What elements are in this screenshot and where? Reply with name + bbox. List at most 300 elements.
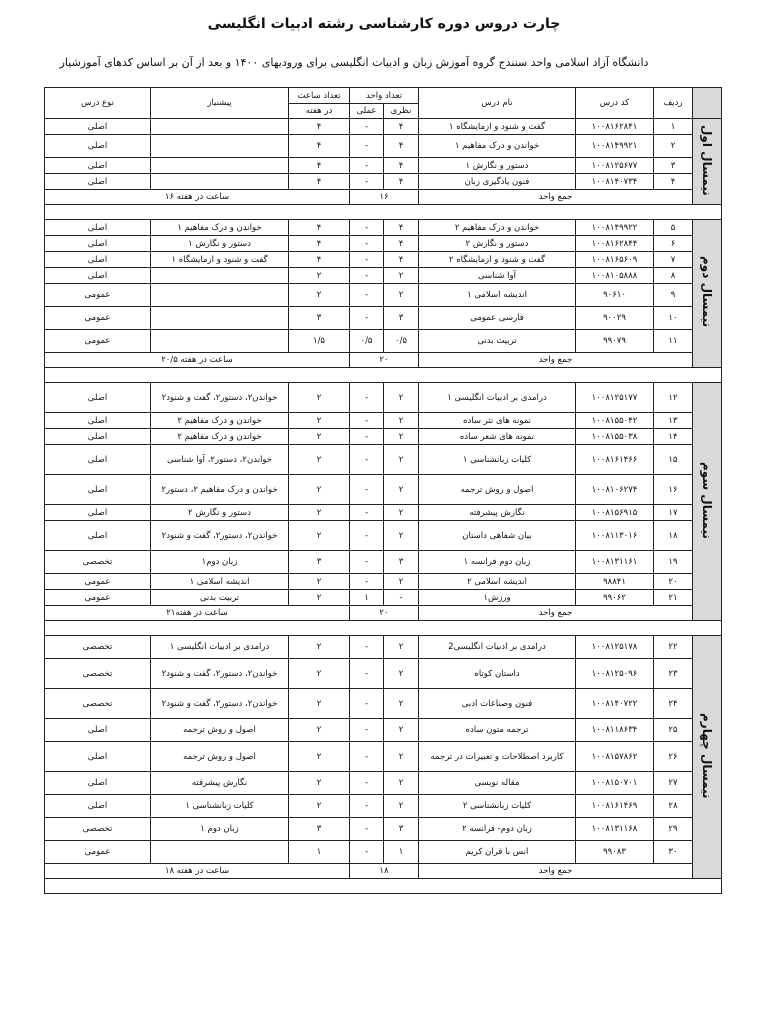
course-type: تخصصی (45, 818, 151, 841)
total-units: ۱۶ (350, 190, 419, 205)
course-name: انس با قران کریم (419, 841, 576, 864)
course-type: عمومی (45, 284, 151, 307)
practical-units: - (350, 841, 384, 864)
course-type: اصلی (45, 795, 151, 818)
semester-header-blank (693, 88, 722, 119)
course-type: اصلی (45, 521, 151, 551)
col-per-week: در هفته (289, 104, 350, 119)
practical-units: - (350, 135, 384, 158)
practical-units: - (350, 795, 384, 818)
course-type: اصلی (45, 413, 151, 429)
row-number: ۷ (654, 252, 693, 268)
row-number: ۲۱ (654, 590, 693, 606)
semester-label (693, 220, 722, 368)
page-subtitle: دانشگاه آزاد اسلامی واحد سنندج گروه آموزش زبان و ادبیات انگلیسی برای ورودیهای ۱۴۰۰ و بعد از آن بر اساس کدهای آموزشیار (59, 56, 649, 69)
course-type: تخصصی (45, 636, 151, 659)
semester-label (693, 383, 722, 621)
practical-units: - (350, 158, 384, 174)
course-code: ۱۰۰۸۱۲۵۶۷۷ (576, 158, 654, 174)
course-type: اصلی (45, 158, 151, 174)
spacer-cell (45, 879, 722, 894)
total-units: ۲۰ (350, 606, 419, 621)
col-code: کد درس (576, 88, 654, 119)
prerequisite (151, 268, 289, 284)
course-name: تربیت بدنی (419, 330, 576, 353)
semester-total-row (45, 864, 722, 879)
total-hours: ساعت در هفته ۱۸ (45, 864, 350, 879)
course-rows (45, 119, 722, 894)
practical-units: - (350, 445, 384, 475)
practical-units: - (350, 521, 384, 551)
course-code: ۱۰۰۸۱۲۵۱۷۸ (576, 636, 654, 659)
weekly-hours: ۲ (289, 429, 350, 445)
course-code: ۹۹۰۸۳ (576, 841, 654, 864)
row-number: ۱۷ (654, 505, 693, 521)
total-units: ۱۸ (350, 864, 419, 879)
course-row (45, 551, 722, 574)
course-name: گفت و شنود و ازمایشگاه ۲ (419, 252, 576, 268)
semester-total-row (45, 606, 722, 621)
theory-units: ۲ (384, 772, 419, 795)
spacer-cell (45, 368, 722, 383)
course-type: اصلی (45, 505, 151, 521)
weekly-hours: ۳ (289, 307, 350, 330)
row-number: ۹ (654, 284, 693, 307)
theory-units: ۲ (384, 284, 419, 307)
theory-units: ۲ (384, 413, 419, 429)
row-number: ۲۹ (654, 818, 693, 841)
semester-label-text: نیمسال چهارم (700, 712, 714, 799)
course-code: ۱۰۰۸۱۵۵۰۴۲ (576, 413, 654, 429)
spacer-cell (45, 621, 722, 636)
course-name: مقاله نویسی (419, 772, 576, 795)
row-number: ۱۱ (654, 330, 693, 353)
weekly-hours: ۲ (289, 795, 350, 818)
col-type: نوع درس (45, 88, 151, 119)
theory-units: ۴ (384, 252, 419, 268)
prerequisite: خواندن۲، دستور۲، گفت و شنود۲ (151, 521, 289, 551)
practical-units: ۱ (350, 590, 384, 606)
practical-units: - (350, 551, 384, 574)
prerequisite: گفت و شنود و ازمایشگاه ۱ (151, 252, 289, 268)
row-number: ۳ (654, 158, 693, 174)
col-hours: تعداد ساعت (289, 88, 350, 104)
row-number: ۸ (654, 268, 693, 284)
col-theory: نظری (384, 104, 419, 119)
practical-units: - (350, 636, 384, 659)
practical-units: - (350, 220, 384, 236)
theory-units: ۴ (384, 236, 419, 252)
row-number: ۵ (654, 220, 693, 236)
row-number: ۲۲ (654, 636, 693, 659)
col-row: ردیف (654, 88, 693, 119)
row-number: ۱۸ (654, 521, 693, 551)
course-type: اصلی (45, 429, 151, 445)
course-row (45, 521, 722, 551)
theory-units: ۲ (384, 268, 419, 284)
theory-units: ۴ (384, 158, 419, 174)
theory-units: ۴ (384, 174, 419, 190)
course-row (45, 119, 722, 135)
course-row (45, 413, 722, 429)
course-name: کلیات زبانشناسی ۲ (419, 795, 576, 818)
course-row (45, 590, 722, 606)
row-number: ۳۰ (654, 841, 693, 864)
course-type: تخصصی (45, 659, 151, 689)
course-row (45, 268, 722, 284)
theory-units: ۲ (384, 659, 419, 689)
theory-units: ۰/۵ (384, 330, 419, 353)
practical-units: - (350, 719, 384, 742)
practical-units: - (350, 236, 384, 252)
practical-units: - (350, 772, 384, 795)
row-number: ۲ (654, 135, 693, 158)
course-name: خواندن و درک مفاهیم ۲ (419, 220, 576, 236)
theory-units: ۲ (384, 429, 419, 445)
row-number: ۱۵ (654, 445, 693, 475)
row-number: ۴ (654, 174, 693, 190)
course-code: ۱۰۰۸۱۶۵۶۰۹ (576, 252, 654, 268)
prerequisite: زبان دوم۱ (151, 551, 289, 574)
row-number: ۶ (654, 236, 693, 252)
prerequisite: اصول و روش ترجمه (151, 742, 289, 772)
row-number: ۱۰ (654, 307, 693, 330)
course-code: ۱۰۰۸۱۶۲۸۴۱ (576, 119, 654, 135)
practical-units: - (350, 429, 384, 445)
course-row (45, 307, 722, 330)
row-number: ۲۴ (654, 689, 693, 719)
course-type: تخصصی (45, 551, 151, 574)
prerequisite: خواندن۲، دستور۲، گفت و شنود۲ (151, 383, 289, 413)
course-code: ۱۰۰۸۱۳۱۱۶۱ (576, 551, 654, 574)
row-number: ۱ (654, 119, 693, 135)
weekly-hours: ۲ (289, 268, 350, 284)
theory-units: ۴ (384, 135, 419, 158)
col-units: تعداد واحد (350, 88, 419, 104)
practical-units: - (350, 307, 384, 330)
theory-units: ۲ (384, 445, 419, 475)
course-type: عمومی (45, 590, 151, 606)
weekly-hours: ۴ (289, 236, 350, 252)
course-name: اندیشه اسلامی ۱ (419, 284, 576, 307)
course-name: زبان دوم- فرانسه ۲ (419, 818, 576, 841)
prerequisite (151, 158, 289, 174)
practical-units: - (350, 689, 384, 719)
course-type: اصلی (45, 383, 151, 413)
course-code: ۱۰۰۸۱۵۶۹۱۵ (576, 505, 654, 521)
weekly-hours: ۴ (289, 158, 350, 174)
course-name: فنون وصناعات ادبی (419, 689, 576, 719)
page-title: چارت دروس دوره کارشناسی رشته ادبیات انگلیسی (207, 16, 561, 32)
prerequisite: تربیت بدنی (151, 590, 289, 606)
semester-label (693, 119, 722, 205)
practical-units: - (350, 268, 384, 284)
prerequisite: خواندن۲، دستور۲، آوا شناسی (151, 445, 289, 475)
practical-units: ۰/۵ (350, 330, 384, 353)
prerequisite (151, 284, 289, 307)
theory-units: ۳ (384, 551, 419, 574)
course-row (45, 252, 722, 268)
theory-units: ۲ (384, 505, 419, 521)
course-name: ورزش۱ (419, 590, 576, 606)
weekly-hours: ۲ (289, 574, 350, 590)
course-type: عمومی (45, 841, 151, 864)
course-name: نگارش پیشرفته (419, 505, 576, 521)
theory-units: ۳ (384, 307, 419, 330)
course-name: کاربرد اصطلاحات و تعبیرات در ترجمه (419, 742, 576, 772)
weekly-hours: ۴ (289, 135, 350, 158)
row-number: ۲۵ (654, 719, 693, 742)
total-units: ۲۰ (350, 353, 419, 368)
course-type: اصلی (45, 135, 151, 158)
row-number: ۲۰ (654, 574, 693, 590)
course-name: دستور و نگارش ۲ (419, 236, 576, 252)
practical-units: - (350, 119, 384, 135)
weekly-hours: ۳ (289, 818, 350, 841)
course-code: ۹۹۰۷۹ (576, 330, 654, 353)
course-code: ۱۰۰۸۱۶۲۸۴۴ (576, 236, 654, 252)
course-row (45, 220, 722, 236)
course-chart-table (44, 87, 722, 894)
course-type: اصلی (45, 174, 151, 190)
total-hours: ساعت در هفته ۱۶ (45, 190, 350, 205)
course-code: ۱۰۰۸۱۴۹۹۲۲ (576, 220, 654, 236)
weekly-hours: ۲ (289, 659, 350, 689)
course-type: اصلی (45, 772, 151, 795)
course-name: ترجمه متون ساده (419, 719, 576, 742)
theory-units: ۴ (384, 119, 419, 135)
spacer-row (45, 205, 722, 220)
course-type: اصلی (45, 220, 151, 236)
weekly-hours: ۲ (289, 505, 350, 521)
course-code: ۱۰۰۸۱۰۶۲۷۴ (576, 475, 654, 505)
theory-units: ۲ (384, 636, 419, 659)
weekly-hours: ۲ (289, 689, 350, 719)
course-code: ۱۰۰۸۱۳۱۱۶۸ (576, 818, 654, 841)
prerequisite: کلیات زبانشناسی ۱ (151, 795, 289, 818)
prerequisite: اندیشه اسلامی ۱ (151, 574, 289, 590)
prerequisite: دستور و نگارش ۲ (151, 505, 289, 521)
prerequisite: نگارش پیشرفته (151, 772, 289, 795)
course-code: ۱۰۰۸۱۴۰۷۲۲ (576, 689, 654, 719)
theory-units: ۲ (384, 521, 419, 551)
course-name: آوا شناسی (419, 268, 576, 284)
prerequisite: اصول و روش ترجمه (151, 719, 289, 742)
course-row (45, 574, 722, 590)
theory-units: ۲ (384, 689, 419, 719)
weekly-hours: ۴ (289, 174, 350, 190)
course-row (45, 818, 722, 841)
course-type: اصلی (45, 252, 151, 268)
prerequisite: خواندن و درک مفاهیم ۲ (151, 413, 289, 429)
course-row (45, 429, 722, 445)
row-number: ۱۲ (654, 383, 693, 413)
course-name: نمونه های شعر ساده (419, 429, 576, 445)
course-row (45, 445, 722, 475)
weekly-hours: ۲ (289, 719, 350, 742)
col-prereq: پیشنیاز (151, 88, 289, 119)
prerequisite: خواندن و درک مفاهیم ۲، دستور۲ (151, 475, 289, 505)
practical-units: - (350, 174, 384, 190)
row-number: ۲۸ (654, 795, 693, 818)
total-hours: ساعت در هفته ۲۰/۵ (45, 353, 350, 368)
weekly-hours: ۴ (289, 252, 350, 268)
course-name: درامدی بر ادبیات انگلیسی ۱ (419, 383, 576, 413)
course-name: نمونه های نثر ساده (419, 413, 576, 429)
course-type: عمومی (45, 330, 151, 353)
theory-units: ۲ (384, 383, 419, 413)
practical-units: - (350, 475, 384, 505)
course-type: اصلی (45, 119, 151, 135)
course-row (45, 135, 722, 158)
theory-units: ۱ (384, 841, 419, 864)
practical-units: - (350, 659, 384, 689)
course-row (45, 772, 722, 795)
course-name: فارسی عمومی (419, 307, 576, 330)
weekly-hours: ۲ (289, 742, 350, 772)
weekly-hours: ۲ (289, 636, 350, 659)
semester-label-text: نیمسال اول (700, 124, 714, 196)
practical-units: - (350, 742, 384, 772)
course-name: فنون یادگیری زبان (419, 174, 576, 190)
theory-units: ۲ (384, 574, 419, 590)
course-name: گفت و شنود و ازمایشگاه ۱ (419, 119, 576, 135)
course-code: ۱۰۰۸۱۶۱۴۶۹ (576, 795, 654, 818)
course-name: درامدی بر ادبیات انگلیسی2 (419, 636, 576, 659)
prerequisite: خواندن۲، دستور۲، گفت و شنود۲ (151, 689, 289, 719)
practical-units: - (350, 505, 384, 521)
spacer-row (45, 368, 722, 383)
course-type: اصلی (45, 475, 151, 505)
theory-units: ۳ (384, 818, 419, 841)
course-code: ۱۰۰۸۱۶۱۴۶۶ (576, 445, 654, 475)
practical-units: - (350, 574, 384, 590)
row-number: ۱۶ (654, 475, 693, 505)
course-row (45, 158, 722, 174)
course-code: ۱۰۰۸۱۲۵۰۹۶ (576, 659, 654, 689)
course-code: ۱۰۰۸۱۱۳۰۱۶ (576, 521, 654, 551)
course-name: اندیشه اسلامی ۲ (419, 574, 576, 590)
course-row (45, 689, 722, 719)
spacer-row (45, 621, 722, 636)
col-practical: عملی (350, 104, 384, 119)
course-code: ۱۰۰۸۱۵۰۷۰۱ (576, 772, 654, 795)
theory-units: ۴ (384, 220, 419, 236)
total-label: جمع واحد (419, 190, 693, 205)
practical-units: - (350, 818, 384, 841)
course-row (45, 383, 722, 413)
weekly-hours: ۲ (289, 445, 350, 475)
total-label: جمع واحد (419, 606, 693, 621)
weekly-hours: ۱/۵ (289, 330, 350, 353)
course-code: ۱۰۰۸۱۴۰۷۳۴ (576, 174, 654, 190)
course-code: ۹۰۰۲۹ (576, 307, 654, 330)
weekly-hours: ۳ (289, 551, 350, 574)
weekly-hours: ۲ (289, 475, 350, 505)
row-number: ۲۳ (654, 659, 693, 689)
course-code: ۱۰۰۸۱۱۸۶۳۴ (576, 719, 654, 742)
course-name: داستان کوتاه (419, 659, 576, 689)
course-row (45, 636, 722, 659)
practical-units: - (350, 252, 384, 268)
prerequisite (151, 135, 289, 158)
weekly-hours: ۲ (289, 772, 350, 795)
semester-label-text: نیمسال سوم (700, 461, 714, 539)
row-number: ۲۶ (654, 742, 693, 772)
semester-label (693, 636, 722, 879)
course-type: تخصصی (45, 689, 151, 719)
course-row (45, 841, 722, 864)
semester-total-row (45, 190, 722, 205)
prerequisite: دستور و نگارش ۱ (151, 236, 289, 252)
semester-total-row (45, 353, 722, 368)
course-row (45, 236, 722, 252)
prerequisite: خواندن و درک مفاهیم ۱ (151, 220, 289, 236)
prerequisite (151, 330, 289, 353)
prerequisite: درامدی بر ادبیات انگلیسی ۱ (151, 636, 289, 659)
course-code: ۱۰۰۸۱۲۵۱۷۷ (576, 383, 654, 413)
total-label: جمع واحد (419, 864, 693, 879)
course-type: اصلی (45, 236, 151, 252)
practical-units: - (350, 413, 384, 429)
course-code: ۹۰۶۱۰ (576, 284, 654, 307)
row-number: ۱۹ (654, 551, 693, 574)
practical-units: - (350, 383, 384, 413)
prerequisite (151, 174, 289, 190)
col-name: نام درس (419, 88, 576, 119)
prerequisite (151, 119, 289, 135)
prerequisite (151, 841, 289, 864)
weekly-hours: ۱ (289, 841, 350, 864)
course-code: ۱۰۰۸۱۵۷۸۶۲ (576, 742, 654, 772)
row-number: ۱۳ (654, 413, 693, 429)
course-code: ۱۰۰۸۱۰۵۸۸۸ (576, 268, 654, 284)
course-row (45, 659, 722, 689)
course-code: ۹۹۰۶۲ (576, 590, 654, 606)
weekly-hours: ۲ (289, 521, 350, 551)
weekly-hours: ۲ (289, 413, 350, 429)
course-row (45, 719, 722, 742)
course-name: اصول و روش ترجمه (419, 475, 576, 505)
course-code: ۱۰۰۸۱۴۹۹۲۱ (576, 135, 654, 158)
course-type: اصلی (45, 268, 151, 284)
prerequisite: خواندن و درک مفاهیم ۲ (151, 429, 289, 445)
theory-units: ۲ (384, 719, 419, 742)
course-row (45, 284, 722, 307)
course-type: عمومی (45, 574, 151, 590)
course-row (45, 505, 722, 521)
spacer-cell (45, 205, 722, 220)
theory-units: ۲ (384, 795, 419, 818)
semester-label-text: نیمسال دوم (700, 256, 714, 328)
prerequisite (151, 307, 289, 330)
weekly-hours: ۲ (289, 284, 350, 307)
course-name: خواندن و درک مفاهیم ۱ (419, 135, 576, 158)
course-type: اصلی (45, 742, 151, 772)
course-code: ۹۸۸۴۱ (576, 574, 654, 590)
course-row (45, 795, 722, 818)
course-row (45, 475, 722, 505)
total-hours: ساعت در هفته۲۱ (45, 606, 350, 621)
course-name: زبان دوم فرانسه ۱ (419, 551, 576, 574)
practical-units: - (350, 284, 384, 307)
weekly-hours: ۲ (289, 383, 350, 413)
course-code: ۱۰۰۸۱۵۵۰۳۸ (576, 429, 654, 445)
weekly-hours: ۴ (289, 220, 350, 236)
course-type: اصلی (45, 445, 151, 475)
course-type: اصلی (45, 719, 151, 742)
theory-units: ۲ (384, 742, 419, 772)
